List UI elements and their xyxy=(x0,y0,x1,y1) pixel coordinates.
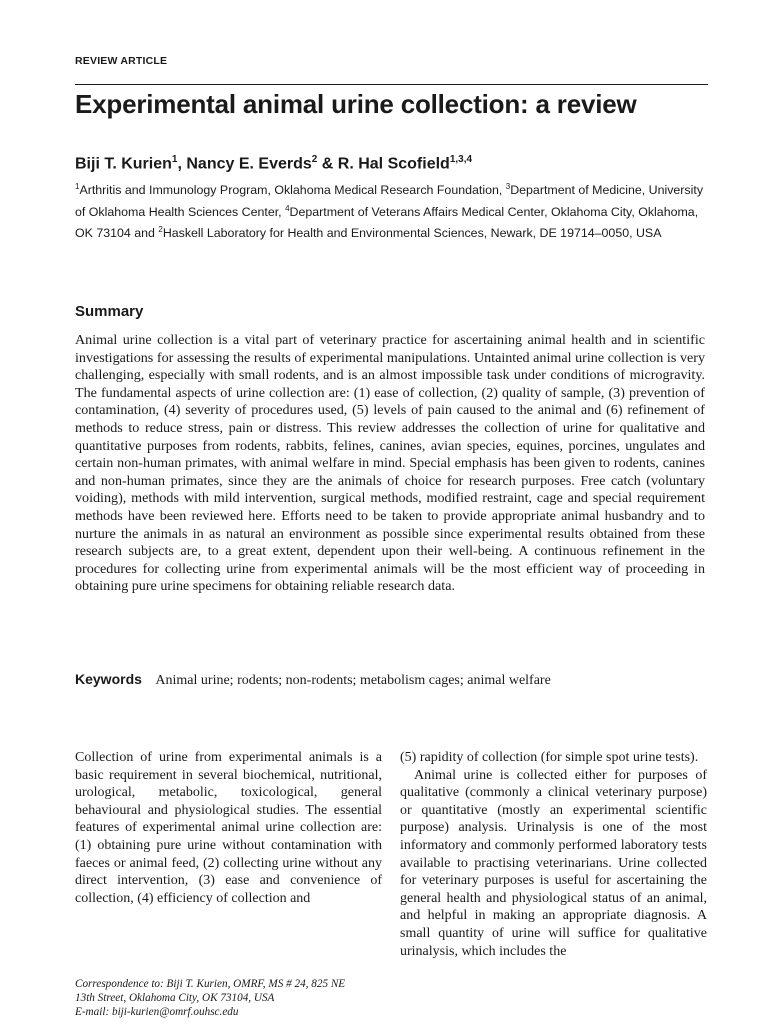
keywords-text: Animal urine; rodents; non-rodents; metabolism cages; animal welfare xyxy=(155,673,551,688)
affiliation-text: Arthritis and Immunology Program, Oklahoma Medical Research Foundation, xyxy=(79,183,506,198)
affil-sup: 3 xyxy=(505,182,511,191)
author-name: Biji T. Kurien xyxy=(75,155,172,173)
summary-text: Animal urine collection is a vital part of veterinary practice for ascertaining animal health and in scientific investigations for assessing the results of experimental manipulations. Untainted animal urine collection is very challenging, especially with small rodents, and is an almost impossible task under conditions of microgravity. The fundamental aspects of urine collection are: (1) ease of collection, (2) quality of sample, (3) prevention of contamination, (4) severity of procedures used, (5) levels of pain caused to the animal and (6) refinement of methods to reduce stress, pain or distress. This review addresses the collection of urine for qualitative and quantitative purposes from rodents, rabbits, felines, canines, avian species, equines, porcines, ungulates and certain non-human primates, with animal welfare in mind. Special emphasis has been given to rodents, canines and non-human primates, since they are the animals of choice for research purposes. Free catch (voluntary voiding), methods with mild intervention, surgical methods, modified restraint, cage and special requirement methods have been reviewed here. Efforts need to be taken to provide appropriate animal husbandry and to nurture the animals in as natural an environment as possible since experimental results obtained from these research subjects are, to a great extent, dependent upon their well-being. A continuous refinement in the procedures for collecting urine from experimental animals will be the most efficient way of proceeding in obtaining pure urine specimens for obtaining reliable research data. xyxy=(75,332,705,595)
correspondence-email: E-mail: biji-kurien@omrf.ouhsc.edu xyxy=(75,1006,239,1018)
author-separator: & xyxy=(317,155,338,173)
article-title: Experimental animal urine collection: a review xyxy=(75,89,637,119)
body-paragraph: Collection of urine from experimental animals is a basic requirement in several biochemical, nutritional, urological, metabolic, toxicological, general behavioural and physiological studies. The essential features of experimental animal urine collection are: (1) obtaining pure urine without contamination with faeces or animal feed, (2) collecting urine without any direct intervention, (3) ease and convenience of collection, (4) efficiency of collection and xyxy=(75,750,382,906)
author-list xyxy=(75,154,715,173)
body-paragraph: Animal urine is collected either for purposes of qualitative (commonly a clinical veterinary purpose) or quantitative (mostly an experimental scientific purpose) analysis. Urinalysis is one of the most informatory and commonly performed laboratory tests available to practising veterinarians. Urine collected for veterinary purposes is useful for ascertaining the general health and physiological status of an animal, and helpful in making an appropriate diagnosis. A small quantity of urine will suffice for qualitative urinalysis, which includes the xyxy=(400,767,707,959)
affil-sup: 2 xyxy=(158,225,163,235)
author-separator: , xyxy=(177,155,187,173)
body-left-column xyxy=(75,749,382,907)
affiliations xyxy=(75,178,715,243)
body-paragraph: (5) rapidity of collection (for simple spot urine tests). xyxy=(400,750,699,765)
affil-sup: 4 xyxy=(285,203,290,213)
header-rule xyxy=(75,84,708,85)
affiliation-text: Department of Veterans Affairs Medical Center, Oklahoma City, Oklahoma, OK 73104 and xyxy=(75,204,699,241)
summary-heading: Summary xyxy=(75,303,144,320)
author-name: R. Hal Scofield xyxy=(337,155,450,173)
correspondence-note xyxy=(75,977,385,1019)
correspondence-line: Correspondence to: Biji T. Kurien, OMRF, MS # 24, 825 NE xyxy=(75,978,346,990)
keywords-label: Keywords xyxy=(75,671,142,687)
keywords-row xyxy=(75,671,715,689)
affiliation-text: Haskell Laboratory for Health and Environmental Sciences, Newark, DE 19714–0050, USA xyxy=(162,226,662,241)
correspondence-line: 13th Street, Oklahoma City, OK 73104, USA xyxy=(75,992,275,1004)
author-name: Nancy E. Everds xyxy=(186,155,312,173)
section-label: REVIEW ARTICLE xyxy=(75,55,168,67)
body-right-column xyxy=(400,749,707,960)
author-affil-sup: 2 xyxy=(311,154,318,165)
author-affil-sup: 1,3,4 xyxy=(449,154,473,165)
author-affil-sup: 1 xyxy=(171,154,178,165)
affiliation-text: Department of Medicine, University of Oklahoma Health Sciences Center, xyxy=(75,183,704,219)
affil-sup: 1 xyxy=(75,182,80,191)
